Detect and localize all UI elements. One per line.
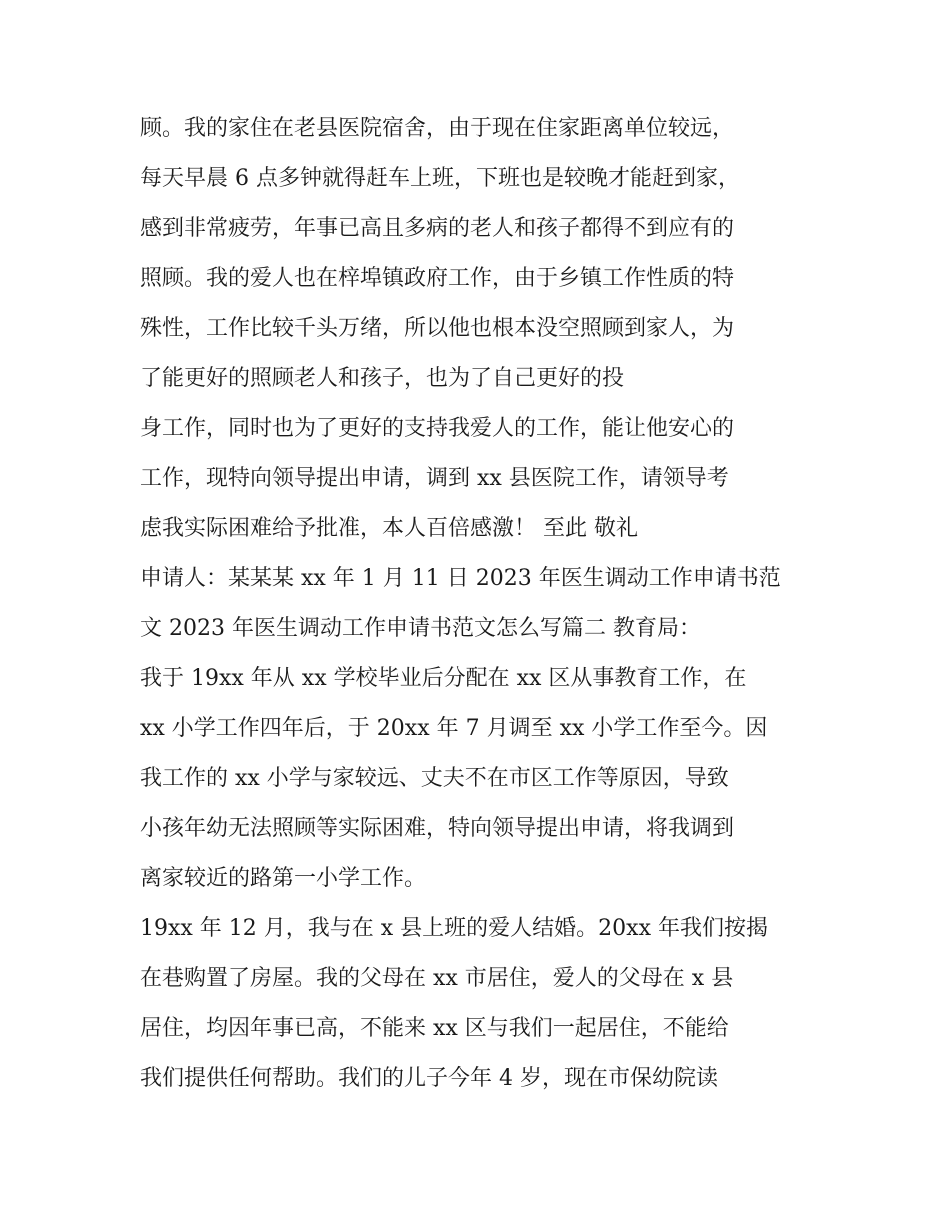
text-line: 每天早晨 6 点多钟就得赶车上班，下班也是较晚才能赶到家， — [140, 166, 740, 191]
text-line: 顾。我的家住在老县医院宿舍，由于现在住家距离单位较远， — [140, 116, 735, 141]
text-line: 工作，现特向领导提出申请，调到 xx 县医院工作，请领导考 — [140, 466, 729, 491]
text-line: 我们提供任何帮助。我们的儿子今年 4 岁，现在市保幼院读 — [140, 1066, 718, 1091]
text-line: 在巷购置了房屋。我的父母在 xx 市居住，爱人的父母在 x 县 — [140, 966, 734, 991]
document-body — [140, 104, 840, 1104]
text-line: 了能更好的照顾老人和孩子，也为了自己更好的投 — [140, 366, 625, 391]
text-line: 19xx 年 12 月，我与在 x 县上班的爱人结婚。20xx 年我们按揭 — [140, 916, 768, 941]
text-line: 居住，均因年事已高，不能来 xx 区与我们一起居住，不能给 — [140, 1016, 729, 1041]
text-line: 照顾。我的爱人也在梓埠镇政府工作，由于乡镇工作性质的特 — [140, 266, 735, 291]
text-line: 离家较近的路第一小学工作。 — [140, 866, 427, 891]
text-line: xx 小学工作四年后，于 20xx 年 7 月调至 xx 小学工作至今。因 — [140, 716, 768, 741]
text-line: 殊性，工作比较千头万绪，所以他也根本没空照顾到家人，为 — [140, 316, 735, 341]
text-line: 申请人：某某某 xx 年 1 月 11 日 2023 年医生调动工作申请书范 — [140, 566, 781, 591]
text-line: 感到非常疲劳，年事已高且多病的老人和孩子都得不到应有的 — [140, 216, 735, 241]
text-line: 身工作，同时也为了更好的支持我爱人的工作，能让他安心的 — [140, 416, 735, 441]
text-line: 文 2023 年医生调动工作申请书范文怎么写篇二 教育局： — [140, 616, 701, 641]
text-line: 小孩年幼无法照顾等实际困难，特向领导提出申请，将我调到 — [140, 816, 735, 841]
text-line: 我工作的 xx 小学与家较远、丈夫不在市区工作等原因，导致 — [140, 766, 729, 791]
text-line: 我于 19xx 年从 xx 学校毕业后分配在 xx 区从事教育工作，在 — [140, 666, 747, 691]
text-line: 虑我实际困难给予批准，本人百倍感激！ 至此 敬礼 — [140, 516, 638, 541]
